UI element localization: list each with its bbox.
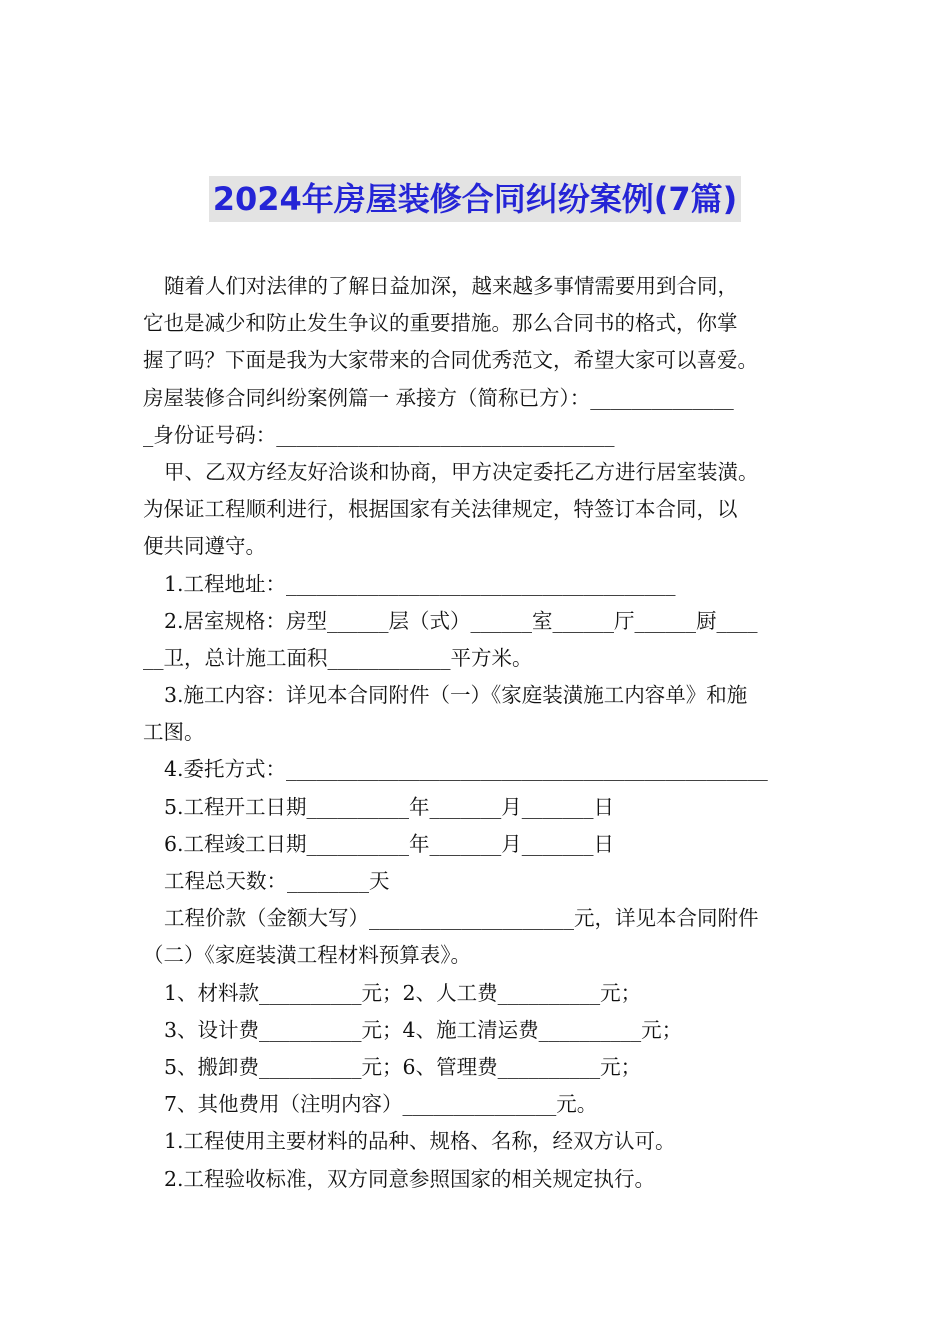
paragraph-line: 为保证工程顺利进行，根据国家有关法律规定，特签订本合同，以	[143, 497, 738, 522]
form-field-line: 1、材料款__________元；2、人工费__________元；	[164, 980, 642, 1005]
paragraph-line: 工图。	[143, 720, 205, 745]
title-block	[0, 176, 950, 222]
page-title: 2024年房屋装修合同纠纷案例(7篇)	[209, 176, 742, 222]
paragraph-line: 3.施工内容：详见本合同附件（一）《家庭装潢施工内容单》和施	[164, 683, 748, 708]
paragraph-line: 便共同遵守。	[143, 534, 266, 559]
paragraph-line: 握了吗？下面是我为大家带来的合同优秀范文，希望大家可以喜爱。	[143, 348, 758, 373]
form-field-line: 6.工程竣工日期__________年_______月_______日	[164, 831, 615, 856]
form-field-line: __卫，总计施工面积____________平方米。	[143, 645, 533, 670]
form-field-line: 3、设计费__________元；4、施工清运费__________元；	[164, 1017, 683, 1042]
document-body	[143, 268, 815, 1198]
form-field-line: 5.工程开工日期__________年_______月_______日	[164, 794, 615, 819]
paragraph-line: 随着人们对法律的了解日益加深，越来越多事情需要用到合同，	[164, 274, 738, 298]
form-field-line: 4.委托方式：_______________________________________________	[164, 757, 768, 782]
paragraph-line: （二）《家庭装潢工程材料预算表》。	[143, 943, 471, 968]
form-field-line: 5、搬卸费__________元；6、管理费__________元；	[164, 1054, 642, 1079]
paragraph-line: 房屋装修合同纠纷案例篇一 承接方（简称已方）：______________	[143, 385, 734, 410]
form-field-line: 1.工程地址：______________________________________	[164, 571, 676, 596]
form-field-line: 工程总天数：________天	[164, 869, 390, 893]
form-field-line: 2.居室规格：房型______层（式）______室______厅______厨____	[164, 608, 758, 633]
paragraph-line: _身份证号码：_________________________________	[143, 422, 615, 447]
paragraph-line: 甲、乙双方经友好洽谈和协商，甲方决定委托乙方进行居室装潢。	[164, 459, 759, 484]
paragraph-line: 2.工程验收标准，双方同意参照国家的相关规定执行。	[164, 1166, 656, 1191]
paragraph-line: 1.工程使用主要材料的品种、规格、名称，经双方认可。	[164, 1129, 676, 1154]
form-field-line: 工程价款（金额大写）____________________元，详见本合同附件	[164, 906, 759, 931]
form-field-line: 7、其他费用（注明内容）_______________元。	[164, 1092, 598, 1117]
paragraph-line: 它也是减少和防止发生争议的重要措施。那么合同书的格式，你掌	[143, 311, 738, 336]
